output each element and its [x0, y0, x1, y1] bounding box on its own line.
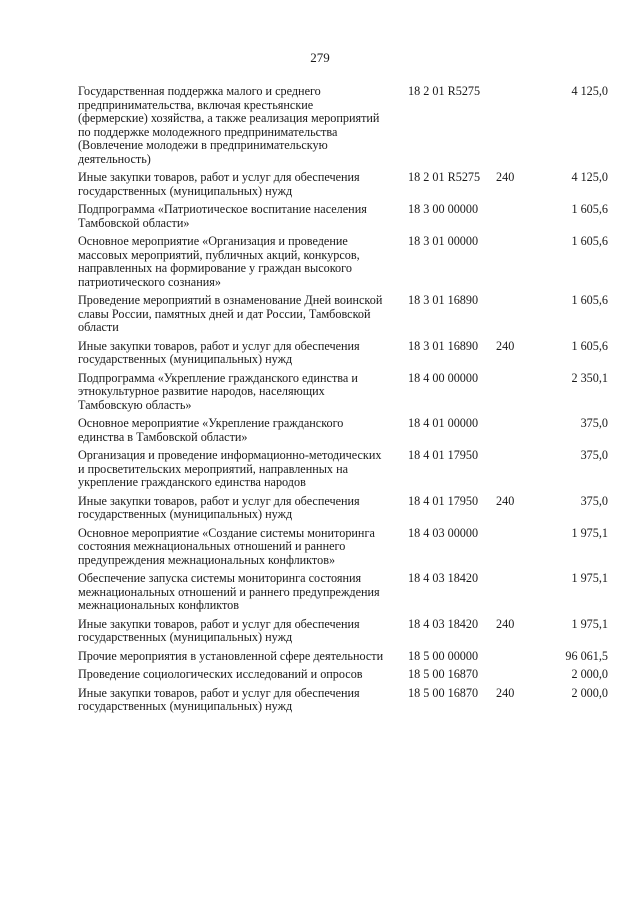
- row-amount: 1 605,6: [571, 293, 608, 307]
- row-amount: 4 125,0: [571, 170, 608, 184]
- row-expense-kind: 240: [496, 685, 515, 700]
- row-amount: 375,0: [580, 448, 608, 462]
- row-code: 18 3 01 16890: [408, 338, 479, 353]
- table-row: [78, 650, 608, 669]
- row-amount: 1 605,6: [571, 234, 608, 248]
- row-amount: 2 000,0: [571, 667, 608, 681]
- row-name: Прочие мероприятия в установленной сфере деятельности: [78, 648, 384, 663]
- row-amount: 1 975,1: [571, 616, 608, 631]
- row-expense-kind: 240: [496, 493, 515, 508]
- table-row: [78, 527, 608, 573]
- row-amount: 96 061,5: [565, 648, 608, 663]
- row-amount: 4 125,0: [571, 84, 608, 98]
- row-name: Иные закупки товаров, работ и услуг для обеспечения государственных (муниципальных) нужд: [78, 338, 360, 366]
- table-row: [78, 171, 608, 203]
- table-row: [78, 668, 608, 687]
- table-row: [78, 85, 608, 171]
- row-name: Проведение мероприятий в ознаменование Дней воинской славы России, памятных дней и дат России, Тамбовской области: [78, 293, 383, 334]
- row-code: 18 4 00 00000: [408, 370, 479, 385]
- row-expense-kind: 240: [496, 616, 515, 631]
- table-row: [78, 572, 608, 618]
- row-code: 18 4 03 18420: [408, 571, 479, 585]
- row-name: Организация и проведение информационно-методических и просветительских мероприятий, направленных на укрепление гражданского единства народов: [78, 448, 382, 489]
- row-amount: 2 350,1: [571, 370, 608, 385]
- row-code: 18 2 01 R5275: [408, 170, 481, 184]
- row-name: Подпрограмма «Патриотическое воспитание населения Тамбовской области»: [78, 202, 367, 230]
- row-amount: 375,0: [580, 493, 608, 508]
- table-row: [78, 687, 608, 719]
- table-row: [78, 618, 608, 650]
- row-code: 18 4 03 18420: [408, 616, 479, 631]
- table-row: [78, 495, 608, 527]
- row-amount: 1 605,6: [571, 338, 608, 353]
- table-row: [78, 417, 608, 449]
- row-name: Иные закупки товаров, работ и услуг для обеспечения государственных (муниципальных) нужд: [78, 685, 360, 713]
- page-number: 279: [310, 50, 330, 65]
- table-row: [78, 203, 608, 235]
- row-name: Иные закупки товаров, работ и услуг для обеспечения государственных (муниципальных) нужд: [78, 170, 360, 198]
- table-row: [78, 294, 608, 340]
- row-code: 18 4 03 00000: [408, 525, 479, 540]
- row-expense-kind: 240: [496, 170, 515, 184]
- row-name: Обеспечение запуска системы мониторинга состояния межнациональных отношений и раннего предупреждения межнациональных конфликтов: [78, 571, 380, 612]
- budget-table: [78, 85, 608, 719]
- row-name: Иные закупки товаров, работ и услуг для обеспечения государственных (муниципальных) нужд: [78, 493, 360, 521]
- row-expense-kind: 240: [496, 338, 515, 353]
- row-name: Основное мероприятие «Укрепление гражданского единства в Тамбовской области»: [78, 416, 344, 444]
- table-row: [78, 235, 608, 294]
- row-amount: 2 000,0: [571, 685, 608, 700]
- row-name: Проведение социологических исследований и опросов: [78, 667, 363, 681]
- row-code: 18 5 00 16870: [408, 667, 479, 681]
- row-amount: 1 975,1: [571, 571, 608, 585]
- row-name: Подпрограмма «Укрепление гражданского единства и этнокультурное развитие народов, населяющих Тамбовскую область»: [78, 370, 358, 412]
- row-name: Основное мероприятие «Создание системы мониторинга состояния межнациональных отношений и раннего предупреждения межнациональных конфликтов»: [78, 525, 375, 567]
- table-row: [78, 449, 608, 495]
- row-amount: 1 975,1: [571, 525, 608, 540]
- row-name: Иные закупки товаров, работ и услуг для обеспечения государственных (муниципальных) нужд: [78, 616, 360, 644]
- table-row: [78, 372, 608, 418]
- row-code: 18 3 01 16890: [408, 293, 479, 307]
- row-code: 18 4 01 00000: [408, 416, 479, 430]
- row-name: Основное мероприятие «Организация и проведение массовых мероприятий, публичных акций, конкурсов, направленных на формирование у граждан высокого патриотического сознания»: [78, 234, 360, 289]
- row-code: 18 4 01 17950: [408, 448, 479, 462]
- row-code: 18 3 00 00000: [408, 202, 479, 216]
- row-code: 18 5 00 00000: [408, 648, 479, 663]
- row-code: 18 2 01 R5275: [408, 84, 481, 98]
- row-code: 18 3 01 00000: [408, 234, 479, 248]
- row-code: 18 4 01 17950: [408, 493, 479, 508]
- row-name: Государственная поддержка малого и среднего предпринимательства, включая крестьянские (фермерские) хозяйства, а также реализация мероприятий по поддержке молодежного предпринимательства (Вовлечение молодежи в предпринимательскую деятельность): [78, 84, 380, 166]
- row-amount: 375,0: [580, 416, 608, 430]
- table-row: [78, 340, 608, 372]
- row-code: 18 5 00 16870: [408, 685, 479, 700]
- row-amount: 1 605,6: [571, 202, 608, 216]
